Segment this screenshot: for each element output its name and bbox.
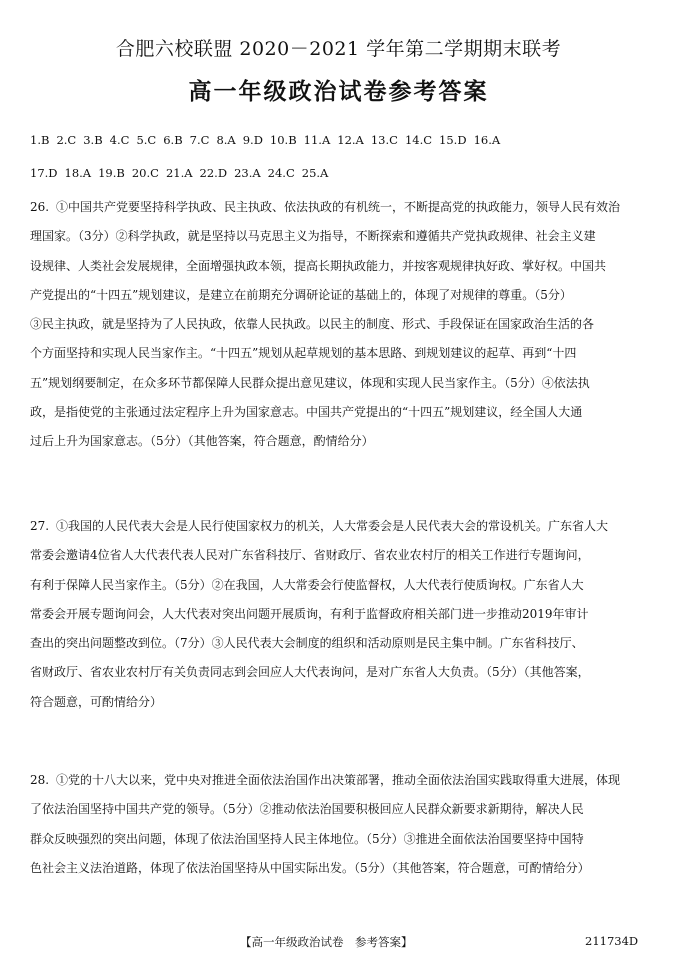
question-27-answer (30, 512, 662, 717)
answer-line: ①中国共产党要坚持科学执政、民主执政、依法执政的有机统一，不断提高党的执政能力，领导人民有效治 (56, 200, 621, 214)
choice-row-1 (30, 124, 660, 157)
choice-answer: 24.C (267, 166, 295, 180)
choice-answer: 20.C (131, 166, 159, 180)
choice-answer: 10.B (269, 133, 297, 147)
answer-line: 政，是指使党的主张通过法定程序上升为国家意志。中国共产党提出的“十四五”规划建议，经全国人大通 (30, 405, 583, 420)
choice-answer: 4.C (109, 133, 130, 147)
choice-answer: 1.B (30, 133, 50, 147)
answer-line: 常委会邀请4位省人大代表代表人民对广东省科技厅、省财政厅、省农业农村厅的相关工作进行专题询问， (30, 548, 590, 563)
multiple-choice-answers (30, 124, 660, 190)
answer-line: 了依法治国坚持中国共产党的领导。（5分）②推动依法治国要积极回应人民群众新要求新期待，解决人民 (30, 802, 584, 817)
answer-line: ①我国的人民代表大会是人民行使国家权力的机关，人大常委会是人民代表大会的常设机关。广东省人大 (56, 519, 609, 533)
choice-answer: 19.B (98, 166, 125, 180)
question-number: 26. (30, 200, 50, 214)
choice-answer: 12.A (337, 133, 364, 147)
choice-answer: 17.D (30, 166, 58, 180)
answer-line: 群众反映强烈的突出问题，体现了依法治国坚持人民主体地位。（5分）③推进全面依法治国要坚持中国特 (30, 831, 584, 846)
answer-line: 有利于保障人民当家作主。（5分）②在我国，人大常委会行使监督权，人大代表行使质询权。广东省人大 (30, 577, 584, 592)
question-number: 28. (30, 773, 50, 787)
choice-answer: 22.D (199, 166, 228, 180)
choice-answer: 21.A (165, 166, 193, 180)
choice-answer: 18.A (64, 166, 92, 180)
choice-answer: 13.C (370, 133, 398, 147)
exam-header: 合肥六校联盟 2020－2021 学年第二学期期末联考 (115, 38, 562, 60)
answer-line: 常委会开展专题询问会，人大代表对突出问题开展质询，有利于监督政府相关部门进一步推动2019年审计 (30, 606, 589, 621)
answer-line: 色社会主义法治道路，体现了依法治国坚持从中国实际出发。（5分）（其他答案，符合题意，可酌情给分） (30, 860, 590, 875)
answer-line: 查出的突出问题整改到位。（7分）③人民代表大会制度的组织和活动原则是民主集中制。广东省科技厅、 (30, 636, 584, 651)
answer-line: 省财政厅、省农业农村厅有关负责同志到会回应人大代表询问，是对广东省人大负责。（5分）（其他答案， (30, 665, 590, 680)
answer-text (30, 773, 662, 883)
choice-answer: 14.C (404, 133, 433, 147)
footer-title: 【高一年级政治试卷 参考答案】 (240, 935, 413, 949)
answer-line: 符合题意，可酌情给分） (30, 694, 163, 709)
choice-answer: 6.B (163, 133, 183, 147)
choice-answer: 23.A (234, 166, 261, 180)
question-number: 27. (30, 519, 50, 533)
question-28-answer (30, 766, 662, 883)
choice-answer: 2.C (56, 133, 77, 147)
choice-answer: 15.D (439, 133, 467, 147)
choice-answer: 8.A (216, 133, 236, 147)
answer-line: 五”规划纲要制定，在众多环节都保障人民群众提出意见建议，体现和实现人民当家作主。（5分）④依法执 (30, 375, 590, 390)
answer-line: ①党的十八大以来，党中央对推进全面依法治国作出决策部署，推动全面依法治国实践取得重大进展，体现 (56, 773, 621, 787)
choice-answer: 25.A (301, 166, 329, 180)
answer-text (30, 200, 662, 457)
answer-line: 个方面坚持和实现人民当家作主。“十四五”规划从起草规划的基本思路、到规划建议的起草、再到“十四 (30, 346, 577, 361)
choice-answer: 5.C (136, 133, 157, 147)
answer-line: ③民主执政，就是坚持为了人民执政，依靠人民执政。以民主的制度、形式、手段保证在国家政治生活的各 (30, 317, 595, 332)
choice-answer: 9.D (242, 133, 263, 147)
answer-text (30, 519, 662, 717)
footer-code: 211734D (585, 934, 639, 948)
question-26-answer (30, 193, 662, 457)
answer-line: 理国家。（3分）②科学执政，就是坚持以马克思主义为指导，不断探索和遵循共产党执政规律、社会主义建 (30, 229, 596, 244)
choice-answer: 3.B (83, 133, 103, 147)
answer-line: 产党提出的“十四五”规划建议，是建立在前期充分调研论证的基础上的，体现了对规律的尊重。（5分） (30, 287, 572, 302)
choice-answer: 11.A (303, 133, 331, 147)
answer-line: 过后上升为国家意志。（5分）（其他答案，符合题意，酌情给分） (30, 434, 374, 449)
choice-answer: 16.A (473, 133, 501, 147)
choice-answer: 7.C (189, 133, 210, 147)
page-title: 高一年级政治试卷参考答案 (188, 78, 489, 105)
answer-line: 设规律、人类社会发展规律，全面增强执政本领，提高长期执政能力，并按客观规律执好政、掌好权。中国共 (30, 258, 607, 273)
choice-row-2 (30, 157, 660, 190)
